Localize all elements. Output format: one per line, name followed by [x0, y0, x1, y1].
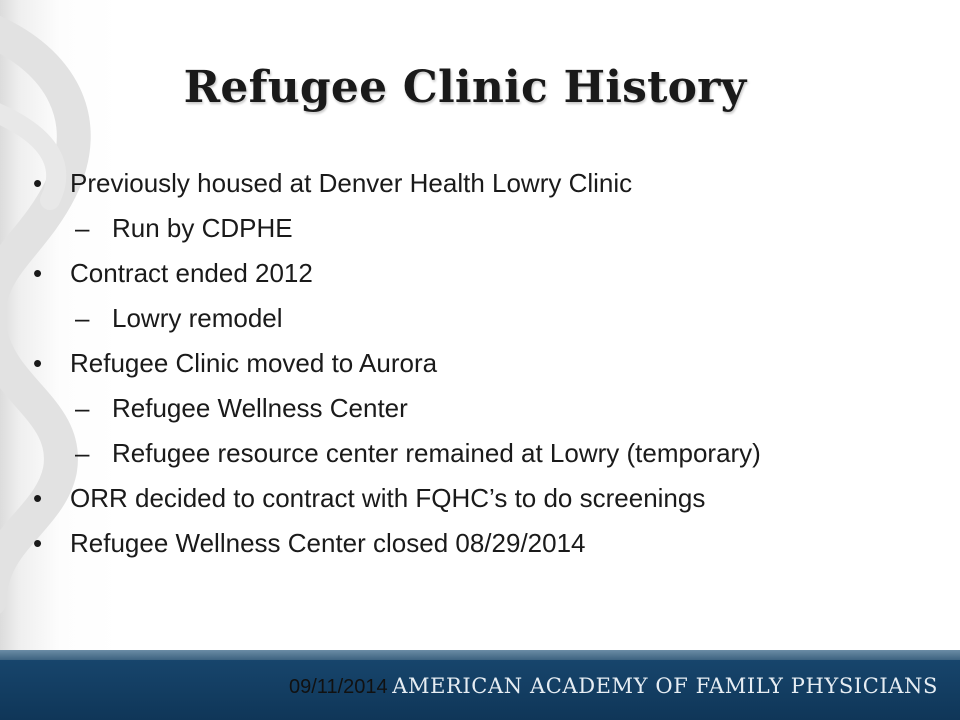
bullet-list: [33, 168, 913, 573]
bullet-item: [33, 348, 913, 378]
bullet-item: [33, 168, 913, 198]
sub-bullet-item: [75, 393, 913, 423]
slide-title: Refugee Clinic History: [183, 62, 747, 113]
sub-bullet-item: [75, 213, 913, 243]
sub-bullet-marker: –: [75, 303, 90, 333]
sub-bullet-item: [75, 303, 913, 333]
sub-bullet-text: Refugee resource center remained at Lowry (temporary): [112, 438, 761, 468]
bullet-text: Refugee Clinic moved to Aurora: [70, 348, 438, 378]
footer-date: 09/11/2014: [289, 676, 388, 698]
bullet-item: [33, 528, 913, 558]
sub-bullet-text: Run by CDPHE: [112, 213, 293, 243]
sub-bullet-marker: –: [75, 393, 90, 423]
footer-organization: AMERICAN ACADEMY OF FAMILY PHYSICIANS: [392, 674, 938, 698]
bullet-marker: •: [33, 168, 43, 198]
sub-bullet-text: Refugee Wellness Center: [112, 393, 408, 423]
bullet-marker: •: [33, 483, 43, 513]
bullet-text: Refugee Wellness Center closed 08/29/2014: [70, 528, 586, 558]
footer-stripe: [0, 650, 960, 660]
sub-bullet-marker: –: [75, 213, 90, 243]
bullet-text: ORR decided to contract with FQHC’s to do screenings: [70, 483, 706, 513]
bullet-marker: •: [33, 348, 43, 378]
bullet-marker: •: [33, 528, 43, 558]
bullet-item: [33, 483, 913, 513]
sub-bullet-text: Lowry remodel: [112, 303, 283, 333]
bullet-marker: •: [33, 258, 43, 288]
bullet-item: [33, 258, 913, 288]
bullet-text: Contract ended 2012: [70, 258, 313, 288]
sub-bullet-marker: –: [75, 438, 90, 468]
bullet-text: Previously housed at Denver Health Lowry Clinic: [70, 168, 633, 198]
sub-bullet-item: [75, 438, 913, 468]
